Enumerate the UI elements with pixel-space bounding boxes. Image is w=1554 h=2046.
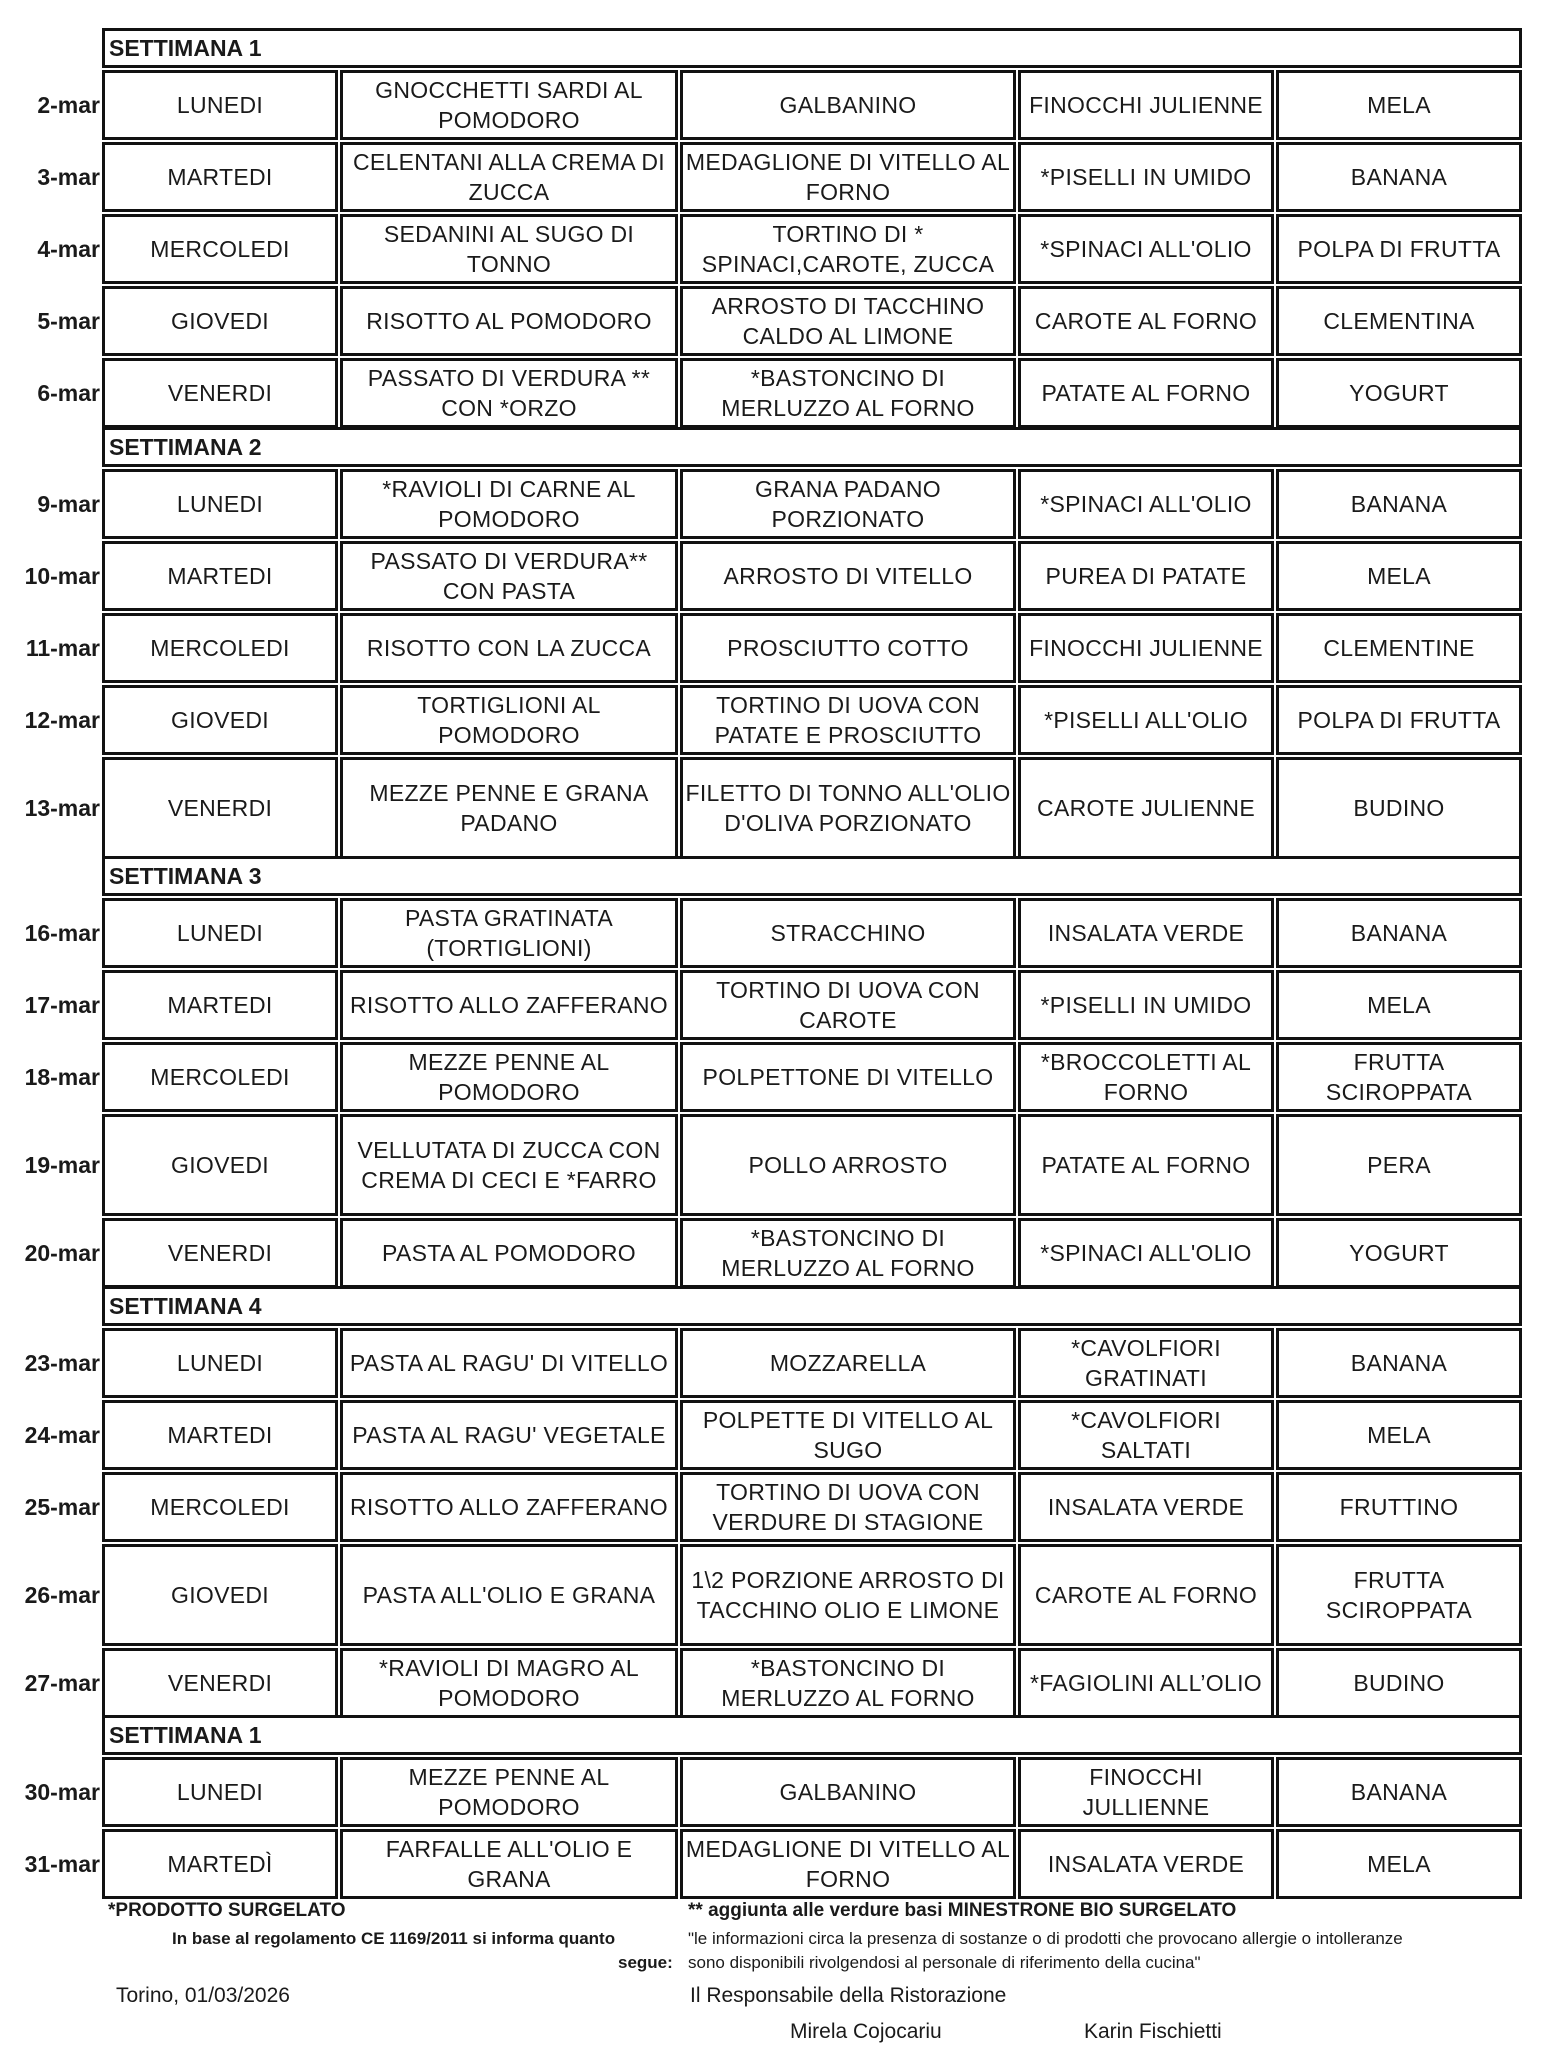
cell-day: MERCOLEDI [102,1472,338,1542]
cell-day: GIOVEDI [102,1114,338,1216]
menu-row [0,541,1554,611]
cell-fruit: CLEMENTINE [1276,613,1522,683]
cell-second: GRANA PADANO PORZIONATO [680,469,1016,539]
place-date: Torino, 01/03/2026 [116,1984,290,2007]
menu-row [0,142,1554,212]
cell-first: SEDANINI AL SUGO DI TONNO [340,214,678,284]
cell-first: *RAVIOLI DI CARNE AL POMODORO [340,469,678,539]
menu-row [0,1114,1554,1216]
cell-side: PUREA DI PATATE [1018,541,1274,611]
cell-second: STRACCHINO [680,898,1016,968]
menu-row [0,1328,1554,1398]
week-header: SETTIMANA 3 [102,856,1522,896]
cell-second: POLPETTONE DI VITELLO [680,1042,1016,1112]
cell-second: TORTINO DI UOVA CON PATATE E PROSCIUTTO [680,685,1016,755]
cell-second: 1\2 PORZIONE ARROSTO DI TACCHINO OLIO E LIMONE [680,1544,1016,1646]
cell-second: ARROSTO DI TACCHINO CALDO AL LIMONE [680,286,1016,356]
cell-fruit: MELA [1276,70,1522,140]
menu-row [0,1544,1554,1646]
cell-day: LUNEDI [102,898,338,968]
menu-row [0,1472,1554,1542]
cell-day: VENERDI [102,757,338,859]
regulation-note-line1: In base al regolamento CE 1169/2011 si informa quanto [172,1929,616,1948]
cell-day: LUNEDI [102,1328,338,1398]
cell-fruit: BANANA [1276,469,1522,539]
row-date: 3-mar [37,164,100,190]
row-date: 2-mar [37,92,100,118]
cell-fruit: FRUTTA SCIROPPATA [1276,1544,1522,1646]
week-header: SETTIMANA 2 [102,427,1522,467]
cell-day: LUNEDI [102,469,338,539]
menu-row [0,1648,1554,1718]
menu-row [0,70,1554,140]
cell-day: MARTEDI [102,142,338,212]
cell-side: CAROTE AL FORNO [1018,1544,1274,1646]
cell-fruit: FRUTTA SCIROPPATA [1276,1042,1522,1112]
cell-day: MERCOLEDI [102,1042,338,1112]
cell-side: CAROTE AL FORNO [1018,286,1274,356]
cell-second: *BASTONCINO DI MERLUZZO AL FORNO [680,1648,1016,1718]
week-header: SETTIMANA 4 [102,1286,1522,1326]
row-date: 18-mar [24,1064,100,1090]
cell-side: *SPINACI ALL'OLIO [1018,469,1274,539]
cell-side: *BROCCOLETTI AL FORNO [1018,1042,1274,1112]
cell-day: MERCOLEDI [102,613,338,683]
cell-first: MEZZE PENNE AL POMODORO [340,1042,678,1112]
cell-fruit: BANANA [1276,142,1522,212]
row-date: 13-mar [24,795,100,821]
cell-fruit: MELA [1276,541,1522,611]
cell-side: *SPINACI ALL'OLIO [1018,214,1274,284]
cell-side: *FAGIOLINI ALL’OLIO [1018,1648,1274,1718]
cell-first: RISOTTO AL POMODORO [340,286,678,356]
cell-first: *RAVIOLI DI MAGRO AL POMODORO [340,1648,678,1718]
menu-row [0,685,1554,755]
cell-day: LUNEDI [102,70,338,140]
row-date: 26-mar [24,1582,100,1608]
row-date: 10-mar [24,563,100,589]
cell-fruit: BANANA [1276,1757,1522,1827]
menu-row [0,1218,1554,1288]
frozen-note: *PRODOTTO SURGELATO [108,1900,346,1921]
cell-fruit: MELA [1276,970,1522,1040]
week-header: SETTIMANA 1 [102,1715,1522,1755]
cell-side: FINOCCHI JULLIENNE [1018,1757,1274,1827]
cell-second: POLPETTE DI VITELLO AL SUGO [680,1400,1016,1470]
cell-first: MEZZE PENNE AL POMODORO [340,1757,678,1827]
row-date: 9-mar [37,491,100,517]
cell-side: *SPINACI ALL'OLIO [1018,1218,1274,1288]
cell-first: RISOTTO ALLO ZAFFERANO [340,1472,678,1542]
cell-first: MEZZE PENNE E GRANA PADANO [340,757,678,859]
cell-fruit: BANANA [1276,1328,1522,1398]
cell-day: GIOVEDI [102,1544,338,1646]
menu-row [0,1042,1554,1112]
regulation-note-line2: segue: [618,1953,673,1972]
cell-first: PASTA ALL'OLIO E GRANA [340,1544,678,1646]
week-header: SETTIMANA 1 [102,28,1522,68]
row-date: 5-mar [37,308,100,334]
cell-day: GIOVEDI [102,286,338,356]
cell-day: VENERDI [102,1648,338,1718]
cell-first: GNOCCHETTI SARDI AL POMODORO [340,70,678,140]
cell-day: MARTEDI [102,541,338,611]
cell-fruit: POLPA DI FRUTTA [1276,685,1522,755]
row-date: 24-mar [24,1422,100,1448]
cell-first: PASSATO DI VERDURA** CON PASTA [340,541,678,611]
cell-side: PATATE AL FORNO [1018,1114,1274,1216]
menu-row [0,898,1554,968]
cell-day: GIOVEDI [102,685,338,755]
cell-side: INSALATA VERDE [1018,898,1274,968]
menu-row [0,1400,1554,1470]
row-date: 25-mar [24,1494,100,1520]
cell-fruit: YOGURT [1276,358,1522,428]
cell-first: RISOTTO CON LA ZUCCA [340,613,678,683]
cell-side: FINOCCHI JULIENNE [1018,70,1274,140]
cell-second: MOZZARELLA [680,1328,1016,1398]
row-date: 27-mar [24,1670,100,1696]
row-date: 23-mar [24,1350,100,1376]
cell-first: PASTA AL RAGU' DI VITELLO [340,1328,678,1398]
row-date: 17-mar [24,992,100,1018]
cell-day: MERCOLEDI [102,214,338,284]
cell-first: RISOTTO ALLO ZAFFERANO [340,970,678,1040]
cell-second: GALBANINO [680,1757,1016,1827]
cell-second: GALBANINO [680,70,1016,140]
cell-first: PASTA AL POMODORO [340,1218,678,1288]
menu-row [0,970,1554,1040]
cell-fruit: MELA [1276,1400,1522,1470]
cell-fruit: POLPA DI FRUTTA [1276,214,1522,284]
cell-day: VENERDI [102,1218,338,1288]
cell-side: PATATE AL FORNO [1018,358,1274,428]
allergen-note-line2: sono disponibili rivolgendosi al personale di riferimento della cucina" [688,1953,1201,1972]
cell-fruit: YOGURT [1276,1218,1522,1288]
cell-day: MARTEDI [102,970,338,1040]
vegetables-note: ** aggiunta alle verdure basi MINESTRONE BIO SURGELATO [688,1900,1237,1921]
cell-side: *PISELLI IN UMIDO [1018,970,1274,1040]
row-date: 4-mar [37,236,100,262]
row-date: 6-mar [37,380,100,406]
cell-first: PASTA GRATINATA (TORTIGLIONI) [340,898,678,968]
responsible-title: Il Responsabile della Ristorazione [690,1984,1007,2007]
cell-side: *CAVOLFIORI SALTATI [1018,1400,1274,1470]
cell-side: INSALATA VERDE [1018,1829,1274,1899]
cell-fruit: BUDINO [1276,1648,1522,1718]
row-date: 30-mar [24,1779,100,1805]
menu-row [0,214,1554,284]
cell-second: *BASTONCINO DI MERLUZZO AL FORNO [680,1218,1016,1288]
cell-second: PROSCIUTTO COTTO [680,613,1016,683]
cell-first: CELENTANI ALLA CREMA DI ZUCCA [340,142,678,212]
menu-row [0,1757,1554,1827]
cell-fruit: BUDINO [1276,757,1522,859]
row-date: 16-mar [24,920,100,946]
cell-second: TORTINO DI * SPINACI,CAROTE, ZUCCA [680,214,1016,284]
cell-fruit: FRUTTINO [1276,1472,1522,1542]
cell-side: *PISELLI IN UMIDO [1018,142,1274,212]
menu-row [0,613,1554,683]
cell-fruit: MELA [1276,1829,1522,1899]
cell-fruit: CLEMENTINA [1276,286,1522,356]
cell-side: FINOCCHI JULIENNE [1018,613,1274,683]
cell-second: TORTINO DI UOVA CON VERDURE DI STAGIONE [680,1472,1016,1542]
row-date: 11-mar [25,635,100,661]
cell-day: VENERDI [102,358,338,428]
cell-second: MEDAGLIONE DI VITELLO AL FORNO [680,1829,1016,1899]
menu-row [0,286,1554,356]
cell-second: TORTINO DI UOVA CON CAROTE [680,970,1016,1040]
row-date: 31-mar [24,1851,100,1877]
cell-first: VELLUTATA DI ZUCCA CON CREMA DI CECI E *FARRO [340,1114,678,1216]
cell-second: FILETTO DI TONNO ALL'OLIO D'OLIVA PORZIONATO [680,757,1016,859]
signer-2: Karin Fischietti [1084,2020,1222,2043]
cell-fruit: PERA [1276,1114,1522,1216]
cell-side: CAROTE JULIENNE [1018,757,1274,859]
menu-row [0,757,1554,859]
cell-day: MARTEDI [102,1400,338,1470]
cell-first: FARFALLE ALL'OLIO E GRANA [340,1829,678,1899]
cell-second: MEDAGLIONE DI VITELLO AL FORNO [680,142,1016,212]
row-date: 20-mar [24,1240,100,1266]
cell-side: *CAVOLFIORI GRATINATI [1018,1328,1274,1398]
menu-row [0,469,1554,539]
menu-row [0,1829,1554,1899]
signer-1: Mirela Cojocariu [790,2020,942,2043]
cell-second: POLLO ARROSTO [680,1114,1016,1216]
allergen-note-line1: "le informazioni circa la presenza di sostanze o di prodotti che provocano allergie o intolleranze [688,1929,1403,1948]
cell-first: TORTIGLIONI AL POMODORO [340,685,678,755]
cell-day: MARTEDÌ [102,1829,338,1899]
cell-side: INSALATA VERDE [1018,1472,1274,1542]
cell-second: ARROSTO DI VITELLO [680,541,1016,611]
row-date: 19-mar [24,1152,100,1178]
cell-day: LUNEDI [102,1757,338,1827]
menu-row [0,358,1554,428]
row-date: 12-mar [24,707,100,733]
cell-fruit: BANANA [1276,898,1522,968]
cell-first: PASSATO DI VERDURA ** CON *ORZO [340,358,678,428]
cell-second: *BASTONCINO DI MERLUZZO AL FORNO [680,358,1016,428]
cell-side: *PISELLI ALL'OLIO [1018,685,1274,755]
cell-first: PASTA AL RAGU' VEGETALE [340,1400,678,1470]
